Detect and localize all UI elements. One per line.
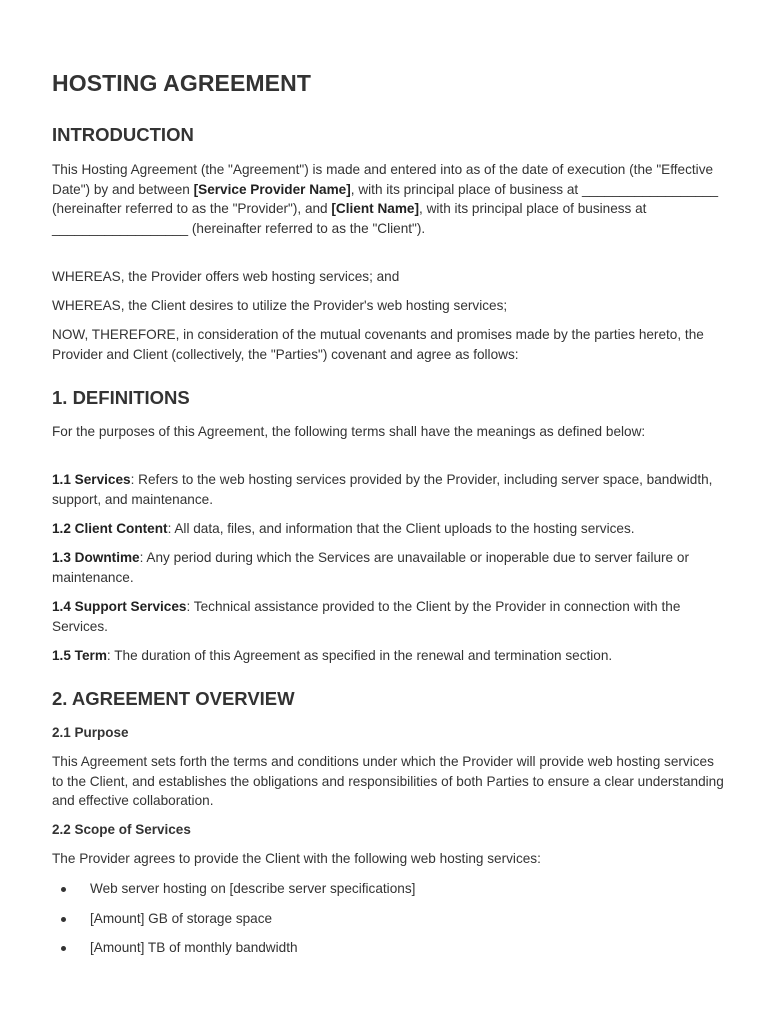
whereas-clause-2: WHEREAS, the Client desires to utilize the Provider's web hosting services;: [52, 298, 508, 313]
bullet-icon: [61, 917, 66, 922]
definition-term: 1.1 Services: [52, 472, 131, 487]
definition-item: [52, 548, 724, 587]
scope-list: [52, 879, 724, 968]
purpose-subheading: 2.1 Purpose: [52, 725, 129, 740]
list-item: [52, 938, 724, 968]
introduction-heading: INTRODUCTION: [52, 124, 194, 145]
definition-item: [52, 597, 724, 636]
definition-text: : Refers to the web hosting services provided by the Provider, including server space, bandwidth, support, and maintenance.: [52, 472, 713, 507]
definition-text: : All data, files, and information that the Client uploads to the hosting services.: [167, 521, 635, 536]
definition-term: 1.2 Client Content: [52, 521, 168, 536]
list-item: [52, 879, 724, 909]
definitions-lead: For the purposes of this Agreement, the following terms shall have the meanings as defined below:: [52, 424, 646, 439]
bullet-icon: [61, 887, 66, 892]
intro-text-mid: , with its principal place of business at __________________ (hereinafter referred to as the "Provider"), and: [52, 181, 719, 216]
definition-item: [52, 646, 724, 666]
provider-name-placeholder: [Service Provider Name]: [193, 181, 351, 197]
scope-item-text: Web server hosting on [describe server specifications]: [90, 881, 416, 896]
intro-text-post: , with its principal place of business at __________________ (hereinafter referred to as the "Client").: [52, 201, 647, 236]
definition-term: 1.5 Term: [52, 648, 107, 663]
definition-term: 1.3 Downtime: [52, 550, 140, 565]
scope-subheading: 2.2 Scope of Services: [52, 822, 191, 837]
agreement-overview-heading: 2. AGREEMENT OVERVIEW: [52, 688, 295, 709]
scope-item-text: [Amount] GB of storage space: [90, 910, 273, 926]
whereas-clause-1: WHEREAS, the Provider offers web hosting services; and: [52, 269, 400, 284]
purpose-paragraph: This Agreement sets forth the terms and conditions under which the Provider will provide web hosting services to the Client, and establishes the obligations and responsibilities of both Parties to ensure a clear understanding and effective collaboration.: [52, 754, 724, 808]
scope-item-text: [Amount] TB of monthly bandwidth: [90, 940, 298, 955]
intro-text-pre: This Hosting Agreement (the "Agreement") is made and entered into as of the date of execution (the "Effective Date") by and between: [52, 162, 714, 197]
document-title: HOSTING AGREEMENT: [52, 70, 311, 96]
definition-text: : The duration of this Agreement as specified in the renewal and termination section.: [106, 648, 613, 663]
introduction-paragraph: [52, 160, 724, 238]
definition-text: : Technical assistance provided to the Client by the Provider in connection with the Services.: [52, 599, 681, 634]
definition-term: 1.4 Support Services: [52, 599, 187, 614]
definition-item: [52, 470, 724, 509]
definition-text: : Any period during which the Services are unavailable or inoperable due to server failure or maintenance.: [52, 550, 689, 585]
client-name-placeholder: [Client Name]: [331, 201, 420, 216]
bullet-icon: [61, 946, 66, 951]
scope-lead: The Provider agrees to provide the Client with the following web hosting services:: [52, 851, 541, 866]
list-item: [52, 909, 724, 939]
definitions-heading: 1. DEFINITIONS: [52, 387, 190, 408]
now-therefore-clause: NOW, THEREFORE, in consideration of the mutual covenants and promises made by the parties hereto, the Provider and Client (collectively, the "Parties") covenant and agree as follows:: [52, 327, 704, 362]
definition-item: [52, 519, 724, 539]
